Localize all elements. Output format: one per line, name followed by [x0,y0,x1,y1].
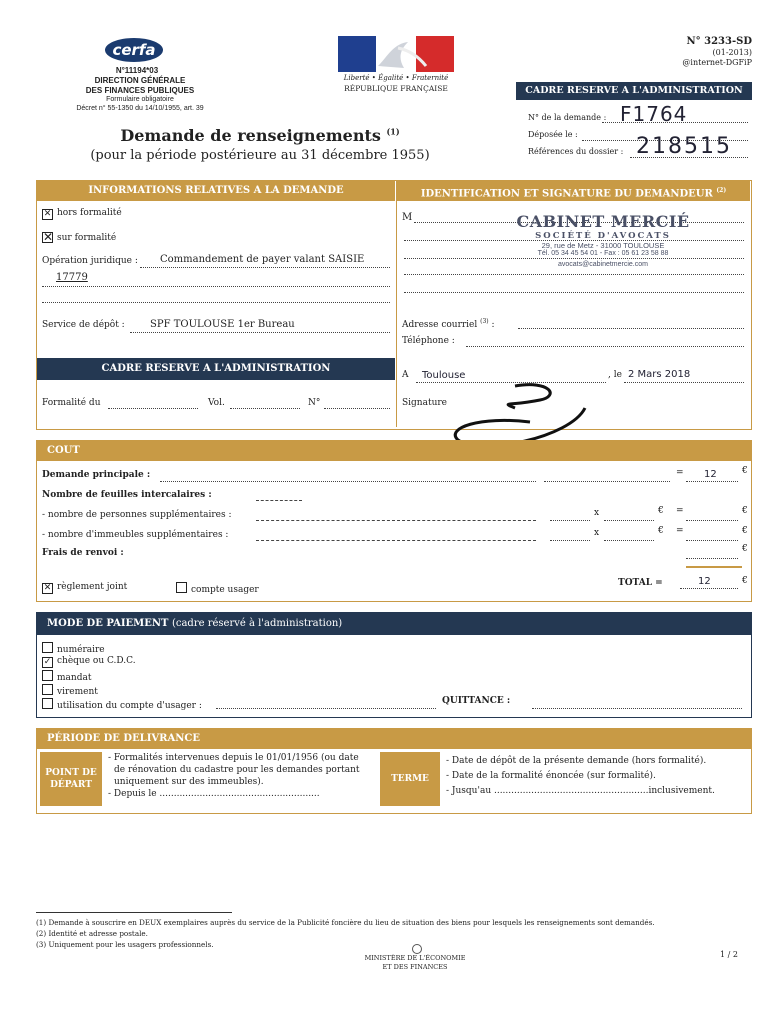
feuilles-line [256,500,302,501]
adresse-line[interactable] [518,328,744,329]
a-label: A [402,370,409,380]
total-line [680,588,738,589]
direction-text: DIRECTION GÉNÉRALE [94,76,186,85]
stamp-name: CABINET MERCIÉ [516,212,690,231]
service-label: Service de dépôt : [42,320,125,330]
footer-ministere-emblem [412,944,422,954]
immeubles-label: - nombre d'immeubles supplémentaires : [42,530,229,540]
republic-name: RÉPUBLIQUE FRANÇAISE [344,84,448,93]
immeubles-x: x [594,528,600,538]
principale-x-line [544,481,670,482]
references-label: Références du dossier : [528,147,624,156]
compte-option[interactable] [176,582,259,595]
immeubles-eq: = [676,526,684,536]
mandat-checkbox[interactable] [42,670,53,681]
paiement-heading-bar [37,613,751,635]
depart-cell [40,752,102,806]
personnes-qty-line [550,520,590,521]
total-euro: € [742,576,748,586]
paiement-option-cheque[interactable] [42,656,136,668]
immeubles-euro-2: € [742,526,748,536]
frais-separator [686,566,742,568]
personnes-euro-1: € [658,506,664,516]
cabinet-stamp [510,212,696,268]
immeubles-unit-line [604,540,654,541]
personnes-unit-line [604,520,654,521]
footnotes [36,917,766,950]
footnote-1: (1) Demande à souscrire en DEUX exemplaires auprès du service de la Publicité foncière du lieu de situation des biens pour lesquels les renseignements sont demandés. [36,918,655,927]
sur-formalite-option[interactable] [42,232,116,243]
sur-formalite-label: sur formalité [57,233,117,243]
virement-label: virement [57,687,98,697]
identification-heading: IDENTIFICATION ET SIGNATURE DU DEMANDEUR [420,188,713,200]
frais-line [686,558,738,559]
mandat-label: mandat [57,673,92,683]
depart-text [108,752,376,800]
immeubles-qty-line [550,540,590,541]
footnote-2: (2) Identité et adresse postale. [36,929,148,938]
title-main: Demande de renseignements [120,126,381,145]
footnote-3: (3) Uniquement pour les usagers professionnels. [36,940,214,949]
numeraire-checkbox[interactable] [42,642,53,653]
a-value: Toulouse [422,370,466,381]
immeubles-euro-1: € [658,526,664,536]
operation-ref: 17779 [56,272,88,283]
adresse-note: (3) [480,318,489,325]
vol-label: Vol. [208,398,225,408]
identification-heading-bar [397,181,750,201]
le-value: 2 Mars 2018 [628,369,691,380]
n-label: N° [308,398,321,408]
stamp-phone: Tél. 05 34 45 54 01 - Fax : 05 61 23 58 88 [537,250,669,257]
marianne-logo [338,36,454,72]
cout-heading: COUT [37,441,751,461]
column-divider [396,181,397,427]
depart-line-1: - Formalités intervenues depuis le 01/01/1956 (ou date [108,753,359,763]
formulaire-text: Formulaire obligatoire [106,96,174,103]
telephone-line[interactable] [466,346,744,347]
total-value: 12 [698,576,711,587]
cerfa-logo: cerfa [105,38,163,62]
depart-line-3: uniquement sur des immeubles). [114,777,264,787]
info-heading: INFORMATIONS RELATIVES A LA DEMANDE [37,181,395,201]
personnes-total-line [686,520,738,521]
principale-value: 12 [704,469,717,480]
service-value: SPF TOULOUSE 1er Bureau [150,319,295,330]
admin-box-heading: CADRE RESERVE A L'ADMINISTRATION [516,82,752,100]
page-number: 1 / 2 [720,950,738,959]
m-line-4 [404,274,744,275]
terme-line-1: - Date de dépôt de la présente demande (hors formalité). [446,756,707,766]
terme-line-2: - Date de la formalité énoncée (sur formalité). [446,771,656,781]
paiement-option-mandat[interactable] [42,670,91,683]
paiement-option-numeraire[interactable] [42,642,105,655]
personnes-line [256,520,536,521]
compte-checkbox[interactable] [176,582,187,593]
stamp-address: 29, rue de Metz - 31000 TOULOUSE [541,241,665,250]
form-number: N° 3233-SD [686,36,752,47]
vol-line [230,408,300,409]
m-line-5 [404,292,744,293]
cheque-checkbox[interactable]: ✓ [43,657,52,667]
stamp-email: avocats@cabinetmercie.com [558,261,648,268]
compte-label: compte usager [191,585,259,595]
stamp-sub: SOCIÉTÉ D'AVOCATS [535,231,671,241]
hors-formalite-option[interactable] [42,208,122,220]
operation-line-2 [42,286,390,287]
admin-section-heading: CADRE RESERVE A L'ADMINISTRATION [37,358,395,380]
formalite-line [108,408,198,409]
paiement-option-compte[interactable] [42,698,202,711]
footer-finances: ET DES FINANCES [382,963,448,971]
paiement-option-virement[interactable] [42,684,98,697]
decret-text: Décret n° 55-1350 du 14/10/1955, art. 39 [76,105,204,112]
quittance-label: QUITTANCE : [442,696,511,706]
finances-text: DES FINANCES PUBLIQUES [85,86,195,95]
reglement-label: règlement joint [57,582,128,592]
title-note: (1) [386,126,400,137]
immeubles-line [256,540,536,541]
compte-usager-line [216,708,436,709]
principale-eq: = [676,468,684,478]
immeubles-total-line [686,540,738,541]
feuilles-label: Nombre de feuilles intercalaires : [42,490,212,500]
footnote-rule [36,912,232,913]
operation-line-3 [42,302,390,303]
identification-note: (2) [716,187,727,194]
total-label: TOTAL = [618,578,663,588]
operation-value: Commandement de payer valant SAISIE [160,254,365,265]
reglement-option[interactable] [42,582,127,594]
service-line [130,332,390,333]
compte-usager-label: utilisation du compte d'usager : [57,701,202,711]
frais-label: Frais de renvoi : [42,548,124,558]
terme-label: TERME [391,774,429,784]
terme-cell [380,752,440,806]
depart-line-4: - Depuis le ........................................................ [108,789,320,799]
le-label: , le [608,370,622,380]
adresse-label: Adresse courriel [402,320,478,330]
principale-value-line [686,481,738,482]
paiement-heading: MODE DE PAIEMENT [47,618,169,629]
le-line [624,382,744,383]
periode-heading: PÉRIODE DE DELIVRANCE [37,729,751,749]
principale-label: Demande principale : [42,470,151,480]
personnes-eq: = [676,506,684,516]
form-source: @internet-DGFiP [682,58,752,67]
depart-line-2: de rénovation du cadastre pour les demandes portant [114,765,360,775]
virement-checkbox[interactable] [42,684,53,695]
sur-formalite-checkbox[interactable]: ✕ [43,230,54,244]
page-title [80,126,440,145]
cheque-label: chèque ou C.D.C. [57,656,136,666]
n-line [324,408,390,409]
paiement-heading-note: (cadre réservé à l'administration) [171,618,343,629]
adresse-courriel: Adresse courriel $^{(3)}$ : [402,318,495,330]
m-label: M [402,212,413,223]
principale-euro: € [742,466,748,476]
operation-label: Opération juridique : [42,256,138,266]
personnes-euro-2: € [742,506,748,516]
signature-label: Signature [402,398,448,408]
formalite-label: Formalité du [42,398,101,408]
terme-text [446,754,746,799]
cerfa-number: N°11194*03 [115,66,159,75]
telephone-label: Téléphone : [402,336,455,346]
hors-formalite-checkbox[interactable]: ✕ [43,209,52,219]
numeraire-label: numéraire [57,645,105,655]
republic-motto: Liberté • Égalité • Fraternité [343,74,449,82]
quittance-line [532,708,742,709]
personnes-x: x [594,508,600,518]
depose-label: Déposée le : [528,130,578,139]
page-subtitle: (pour la période postérieure au 31 décembre 1955) [90,148,430,163]
hors-formalite-label: hors formalité [57,208,122,218]
personnes-label: - nombre de personnes supplémentaires : [42,510,232,520]
terme-line-3: - Jusqu'au ......................................................inclusivement. [446,786,715,796]
frais-euro: € [742,544,748,554]
references-value: 218515 [636,134,732,159]
demande-label: N° de la demande : [528,113,607,122]
principale-line [160,481,536,482]
demande-value: F1764 [620,102,688,126]
operation-line-1 [140,267,390,268]
footer-ministere: MINISTÈRE DE L'ÉCONOMIE [364,954,466,962]
form-date: (01-2013) [712,48,752,57]
reglement-checkbox[interactable]: ✕ [43,583,52,593]
depart-label: POINT DE DÉPART [45,768,97,790]
compte-usager-checkbox[interactable] [42,698,53,709]
